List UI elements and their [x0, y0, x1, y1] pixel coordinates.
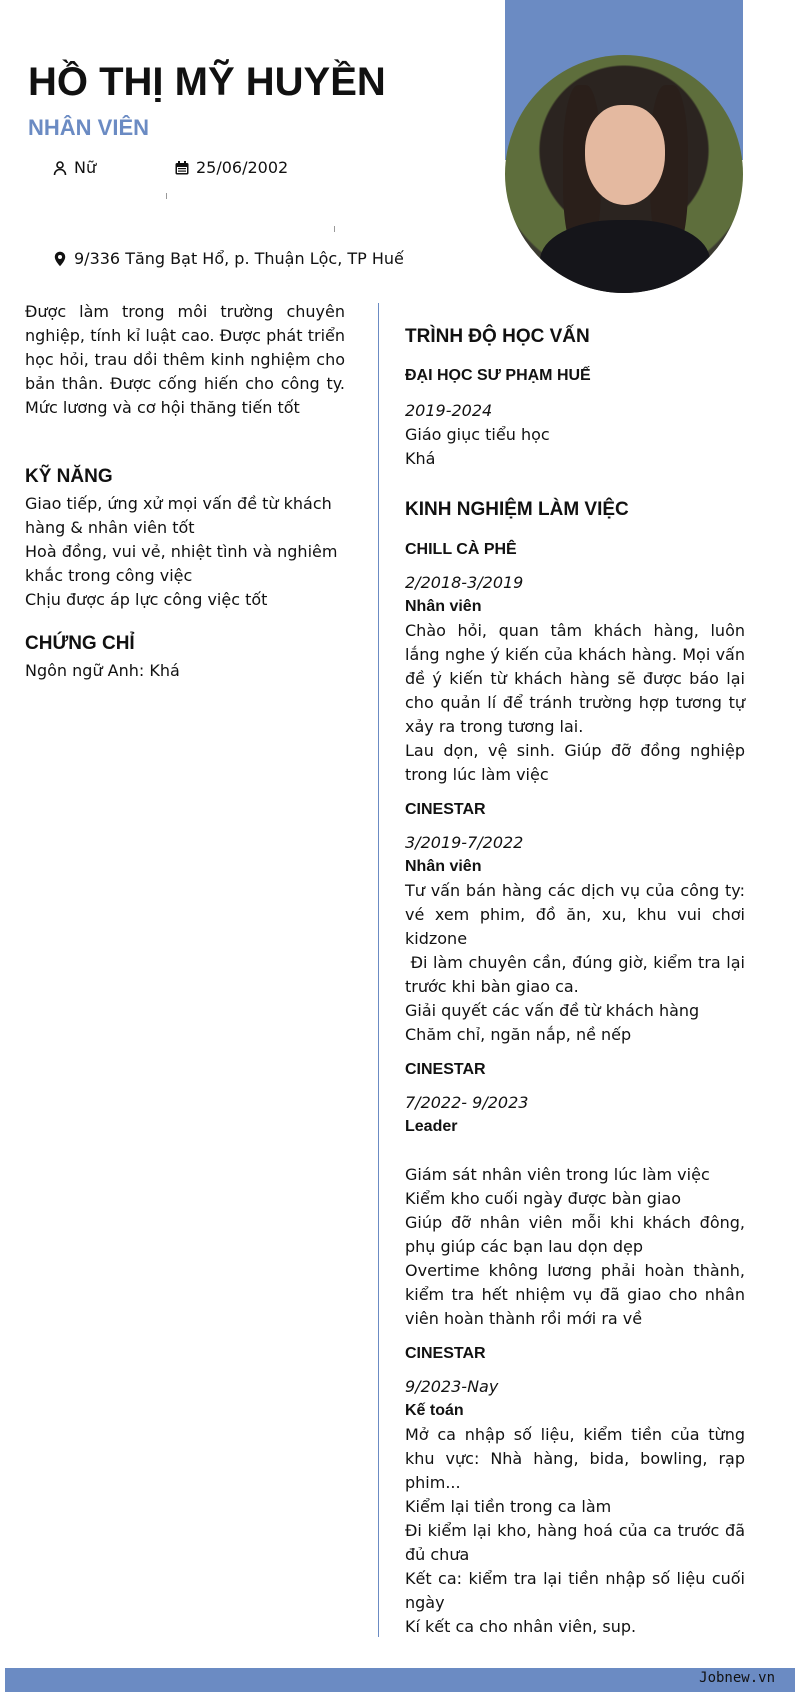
job-duty: Tư vấn bán hàng các dịch vụ của công ty: vé xem phim, đồ ăn, xu, khu vui chơi kidzone: [405, 881, 751, 948]
person-icon: [52, 160, 68, 176]
footer-bar: [5, 1668, 795, 1692]
job-entry: [405, 801, 751, 1047]
job-period: 7/2022- 9/2023: [405, 1093, 529, 1112]
job-period: 3/2019-7/2022: [405, 833, 524, 852]
skills-list: [25, 492, 360, 612]
gender-value: Nữ: [74, 158, 97, 177]
job-duty: Giải quyết các vấn đề từ khách hàng: [405, 1001, 700, 1020]
experience-section: [405, 499, 751, 1639]
certificates-title: CHỨNG CHỈ: [25, 633, 135, 654]
skill-item: Hoà đồng, vui vẻ, nhiệt tình và nghiêm khắc trong công việc: [25, 542, 338, 585]
job-position: Leader: [405, 1118, 458, 1135]
job-duty: Kiểm kho cuối ngày được bàn giao: [405, 1189, 681, 1208]
education-grade: Khá: [405, 449, 436, 468]
experience-title: KINH NGHIỆM LÀM VIỆC: [405, 499, 629, 520]
certificate-item: Ngôn ngữ Anh: Khá: [25, 661, 180, 680]
career-objective: Được làm trong môi trường chuyên nghiệp, tính kỉ luật cao. Được phát triển học hỏi, trau dồi thêm kinh nghiệm cho bản thân. Được cống hiến cho công ty. Mức lương và cơ hội thăng tiến tốt: [25, 302, 345, 417]
job-duty: Chào hỏi, quan tâm khách hàng, luôn lắng nghe ý kiến của khách hàng. Mọi vấn đề ý kiến từ khách hàng sẽ được báo lại cho quản lí để tránh trường hợp tương tự xảy ra trong tương lai.: [405, 621, 751, 736]
location-pin-icon: [52, 251, 68, 267]
education-major: Giáo giục tiểu học: [405, 425, 550, 444]
job-position: Nhân viên: [405, 598, 482, 615]
divider-mark: [166, 193, 167, 199]
job-entry: [405, 1345, 751, 1639]
job-period: 9/2023-Nay: [405, 1377, 499, 1396]
job-position: Nhân viên: [405, 858, 482, 875]
job-duty: Kiểm lại tiền trong ca làm: [405, 1497, 612, 1516]
job-duty: Overtime không lương phải hoàn thành, kiểm tra hết nhiệm vụ đã giao cho nhân viên hoàn thành rồi mới ra về: [405, 1261, 751, 1328]
address-value: 9/336 Tăng Bạt Hổ, p. Thuận Lộc, TP Huế: [74, 249, 404, 268]
skill-item: Chịu được áp lực công việc tốt: [25, 590, 268, 609]
job-duty: Đi kiểm lại kho, hàng hoá của ca trước đã đủ chưa: [405, 1521, 751, 1564]
birthday-info: [174, 158, 288, 177]
profile-photo: [505, 55, 743, 293]
job-period: 2/2018-3/2019: [405, 573, 524, 592]
divider-mark: [334, 226, 335, 232]
education-title: TRÌNH ĐỘ HỌC VẤN: [405, 326, 590, 347]
footer-brand: Jobnew.vn: [699, 1670, 775, 1686]
certificates-list: [25, 659, 360, 683]
job-duty: Lau dọn, vệ sinh. Giúp đỡ đồng nghiệp trong lúc làm việc: [405, 741, 751, 784]
job-duty: Kí kết ca cho nhân viên, sup.: [405, 1617, 637, 1636]
job-duty: Mở ca nhập số liệu, kiểm tiền của từng khu vực: Nhà hàng, bida, bowling, rạp phim...: [405, 1425, 751, 1492]
candidate-role: NHÂN VIÊN: [28, 115, 150, 140]
job-company: CINESTAR: [405, 1345, 486, 1362]
job-duty: Kết ca: kiểm tra lại tiền nhập số liệu cuối ngày: [405, 1569, 751, 1612]
job-duty: Giám sát nhân viên trong lúc làm việc: [405, 1165, 710, 1184]
candidate-name: HỒ THỊ MỸ HUYỀN: [28, 60, 386, 104]
column-divider: [378, 303, 379, 1637]
job-entry: [405, 1061, 751, 1331]
job-company: CINESTAR: [405, 801, 486, 818]
gender-info: [52, 158, 96, 177]
job-position: Kế toán: [405, 1402, 464, 1419]
skills-title: KỸ NĂNG: [25, 466, 113, 487]
address-info: [52, 249, 404, 268]
skill-item: Giao tiếp, ứng xử mọi vấn đề từ khách hàng & nhân viên tốt: [25, 494, 332, 537]
school-name: ĐẠI HỌC SƯ PHẠM HUẾ: [405, 367, 591, 384]
calendar-icon: [174, 160, 190, 176]
job-company: CINESTAR: [405, 1061, 486, 1078]
job-duty: [405, 1139, 745, 1163]
education-period: 2019-2024: [405, 401, 493, 420]
job-duty: Đi làm chuyên cần, đúng giờ, kiểm tra lại trước khi bàn giao ca.: [405, 953, 751, 996]
job-company: CHILL CÀ PHÊ: [405, 541, 517, 558]
birthday-value: 25/06/2002: [196, 158, 289, 177]
education-section: [405, 326, 745, 471]
job-duty: Giúp đỡ nhân viên mỗi khi khách đông, phụ giúp các bạn lau dọn dẹp: [405, 1213, 751, 1256]
job-duty: Chăm chỉ, ngăn nắp, nề nếp: [405, 1025, 632, 1044]
job-entry: [405, 541, 751, 787]
